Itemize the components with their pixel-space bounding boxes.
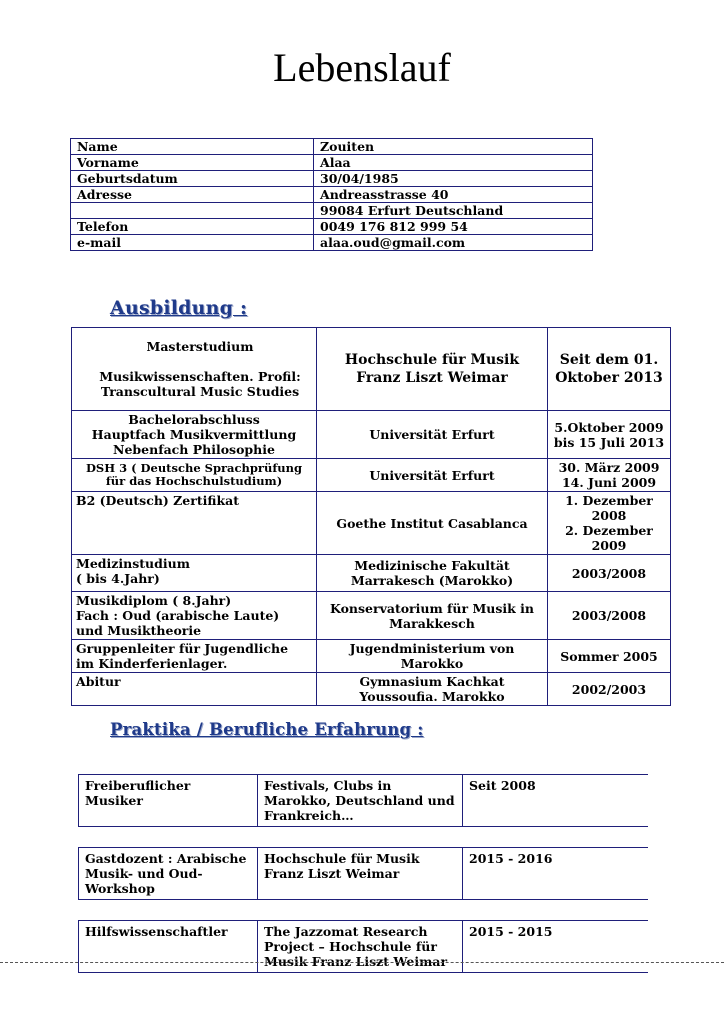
edu-institution: Universität Erfurt xyxy=(317,411,548,459)
exp-role: Gastdozent : Arabische Musik- und Oud- Workshop xyxy=(79,848,258,900)
edu-period: 2003/2008 xyxy=(548,555,671,592)
personal-label: Name xyxy=(71,139,314,155)
personal-label: e-mail xyxy=(71,235,314,251)
table-row xyxy=(79,921,649,973)
exp-role: Hilfswissenschaftler xyxy=(79,921,258,973)
personal-label: Telefon xyxy=(71,219,314,235)
page-break-divider xyxy=(0,962,724,963)
edu-degree: DSH 3 ( Deutsche Sprachprüfung für das Hochschulstudium) xyxy=(72,459,317,492)
edu-period: Sommer 2005 xyxy=(548,640,671,673)
education-heading: Ausbildung : xyxy=(110,297,248,319)
edu-institution: Gymnasium Kachkat Youssoufia. Marokko xyxy=(317,673,548,706)
table-row xyxy=(72,640,671,673)
edu-period: 1. Dezember 2008 2. Dezember 2009 xyxy=(548,492,671,555)
education-table xyxy=(71,327,671,706)
page-title: Lebenslauf xyxy=(273,45,451,90)
personal-label: Geburtsdatum xyxy=(71,171,314,187)
personal-value: Zouiten xyxy=(314,139,593,155)
table-row xyxy=(79,848,649,900)
experience-entry xyxy=(78,774,648,827)
edu-degree: Abitur xyxy=(72,673,317,706)
experience-entry xyxy=(78,920,648,973)
edu-period: 2002/2003 xyxy=(548,673,671,706)
exp-period: 2015 - 2015 xyxy=(463,921,649,973)
edu-institution: Medizinische Fakultät Marrakesch (Marokko) xyxy=(317,555,548,592)
edu-institution: Hochschule für Musik Franz Liszt Weimar xyxy=(317,328,548,411)
edu-institution: Konservatorium für Musik in Marakkesch xyxy=(317,592,548,640)
table-row xyxy=(72,673,671,706)
personal-value: 0049 176 812 999 54 xyxy=(314,219,593,235)
table-row xyxy=(72,592,671,640)
edu-period: Seit dem 01. Oktober 2013 xyxy=(548,328,671,411)
personal-value: alaa.oud@gmail.com xyxy=(314,235,593,251)
table-row xyxy=(79,775,649,827)
table-row xyxy=(71,203,593,219)
edu-degree: B2 (Deutsch) Zertifikat xyxy=(72,492,317,555)
edu-period: 5.Oktober 2009 bis 15 Juli 2013 xyxy=(548,411,671,459)
experience-heading: Praktika / Berufliche Erfahrung : xyxy=(110,720,424,739)
table-row xyxy=(72,492,671,555)
personal-label: Vorname xyxy=(71,155,314,171)
personal-label xyxy=(71,203,314,219)
table-row xyxy=(71,155,593,171)
table-row xyxy=(72,328,671,411)
edu-degree: Gruppenleiter für Jugendliche im Kinderferienlager. xyxy=(72,640,317,673)
table-row xyxy=(72,555,671,592)
personal-value: Andreasstrasse 40 xyxy=(314,187,593,203)
edu-period: 2003/2008 xyxy=(548,592,671,640)
edu-degree: Bachelorabschluss Hauptfach Musikvermittlung Nebenfach Philosophie xyxy=(72,411,317,459)
experience-entry xyxy=(78,847,648,900)
edu-institution: Goethe Institut Casablanca xyxy=(317,492,548,555)
table-row xyxy=(71,219,593,235)
edu-institution: Jugendministerium von Marokko xyxy=(317,640,548,673)
exp-place: Festivals, Clubs in Marokko, Deutschland und Frankreich… xyxy=(258,775,463,827)
edu-degree: Musikdiplom ( 8.Jahr) Fach : Oud (arabische Laute) und Musiktheorie xyxy=(72,592,317,640)
table-row xyxy=(72,411,671,459)
exp-period: 2015 - 2016 xyxy=(463,848,649,900)
edu-degree: Medizinstudium ( bis 4.Jahr) xyxy=(72,555,317,592)
personal-value: 99084 Erfurt Deutschland xyxy=(314,203,593,219)
exp-place: The Jazzomat Research Project – Hochschule für Musik Franz Liszt Weimar xyxy=(258,921,463,973)
exp-place: Hochschule für Musik Franz Liszt Weimar xyxy=(258,848,463,900)
personal-label: Adresse xyxy=(71,187,314,203)
exp-role: Freiberuflicher Musiker xyxy=(79,775,258,827)
table-row xyxy=(71,171,593,187)
exp-period: Seit 2008 xyxy=(463,775,649,827)
edu-institution: Universität Erfurt xyxy=(317,459,548,492)
personal-info-table xyxy=(70,138,593,251)
personal-value: Alaa xyxy=(314,155,593,171)
table-row xyxy=(71,139,593,155)
table-row xyxy=(72,459,671,492)
edu-period: 30. März 2009 14. Juni 2009 xyxy=(548,459,671,492)
table-row xyxy=(71,187,593,203)
personal-value: 30/04/1985 xyxy=(314,171,593,187)
edu-degree: Masterstudium Musikwissenschaften. Profil: Transcultural Music Studies xyxy=(72,328,317,411)
table-row xyxy=(71,235,593,251)
